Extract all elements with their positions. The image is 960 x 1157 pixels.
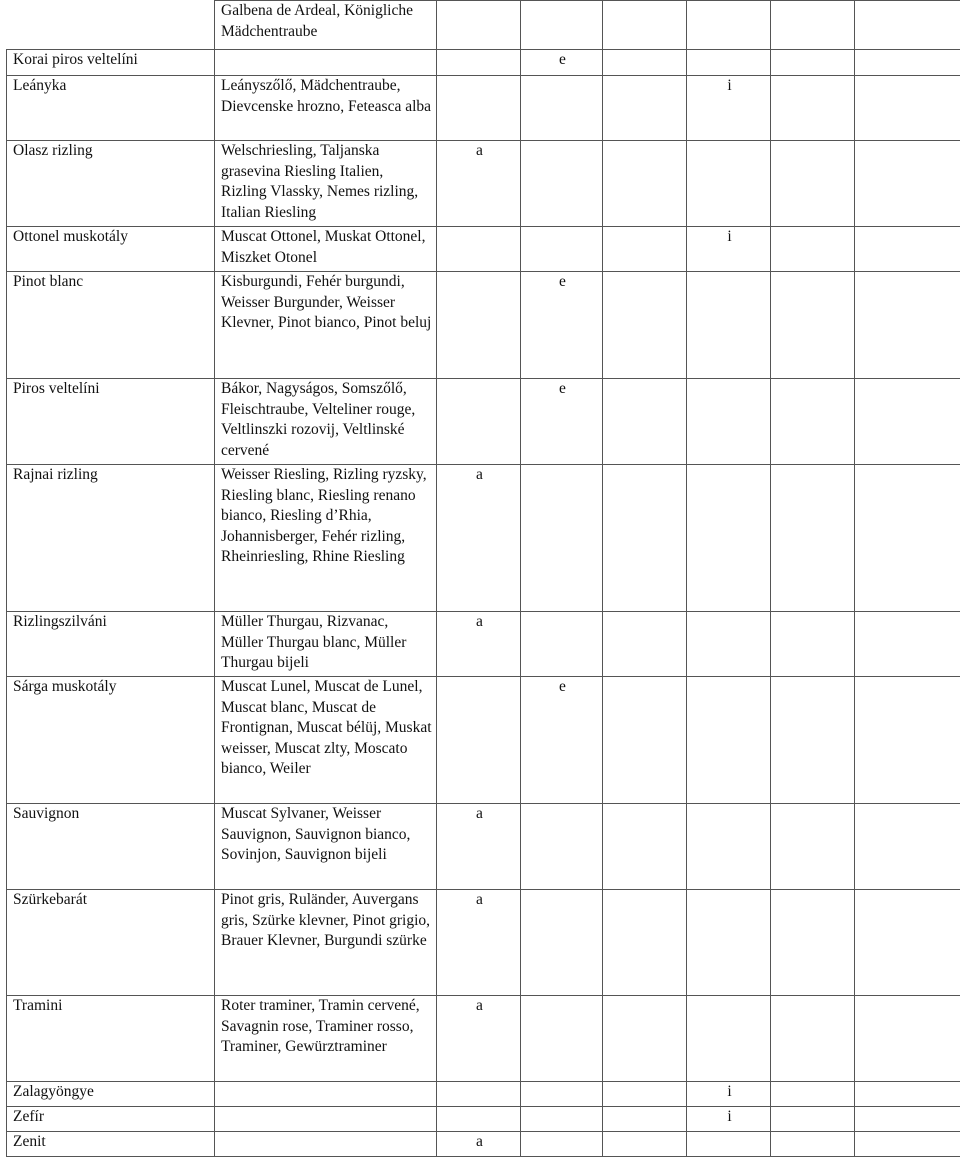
mark-cell bbox=[687, 379, 771, 465]
mark-cell bbox=[603, 50, 687, 76]
mark-cell bbox=[771, 227, 855, 272]
mark-cell bbox=[687, 141, 771, 227]
mark-cell bbox=[603, 227, 687, 272]
mark-cell bbox=[855, 677, 960, 804]
mark-cell bbox=[771, 1132, 855, 1157]
variety-name-cell: Sárga muskotály bbox=[7, 677, 215, 804]
mark-cell: a bbox=[437, 612, 521, 677]
mark-cell bbox=[771, 612, 855, 677]
mark-cell bbox=[687, 50, 771, 76]
mark-cell bbox=[437, 677, 521, 804]
mark-cell bbox=[687, 677, 771, 804]
mark-cell bbox=[521, 890, 603, 996]
mark-cell bbox=[603, 1107, 687, 1132]
table-row bbox=[7, 804, 960, 890]
mark-cell bbox=[437, 379, 521, 465]
synonyms-cell: Muscat Lunel, Muscat de Lunel, Muscat blanc, Muscat de Frontignan, Muscat bélüj, Muskat weisser, Muscat zlty, Moscato bianco, Weiler bbox=[215, 677, 437, 804]
synonyms-cell: Pinot gris, Ruländer, Auvergans gris, Szürke klevner, Pinot grigio, Brauer Klevner, Burgundi szürke bbox=[215, 890, 437, 996]
mark-cell: i bbox=[687, 1082, 771, 1107]
mark-cell bbox=[603, 272, 687, 379]
variety-name-cell: Zalagyöngye bbox=[7, 1082, 215, 1107]
mark-cell bbox=[603, 379, 687, 465]
variety-name-cell: Zenit bbox=[7, 1132, 215, 1157]
mark-cell bbox=[521, 612, 603, 677]
synonyms-cell: Muscat Sylvaner, Weisser Sauvignon, Sauvignon bianco, Sovinjon, Sauvignon bijeli bbox=[215, 804, 437, 890]
mark-cell bbox=[687, 272, 771, 379]
synonyms-cell bbox=[215, 1107, 437, 1132]
mark-cell: e bbox=[521, 379, 603, 465]
mark-cell bbox=[855, 465, 960, 612]
synonyms-cell: Müller Thurgau, Rizvanac, Müller Thurgau blanc, Müller Thurgau bijeli bbox=[215, 612, 437, 677]
mark-cell: i bbox=[687, 227, 771, 272]
mark-cell bbox=[771, 1107, 855, 1132]
mark-cell bbox=[521, 804, 603, 890]
mark-cell bbox=[855, 272, 960, 379]
table-row bbox=[7, 465, 960, 612]
mark-cell bbox=[855, 227, 960, 272]
mark-cell bbox=[855, 612, 960, 677]
table-row bbox=[7, 612, 960, 677]
mark-cell bbox=[771, 50, 855, 76]
table-row bbox=[7, 1107, 960, 1132]
mark-cell bbox=[437, 1082, 521, 1107]
mark-cell bbox=[855, 1107, 960, 1132]
table-row bbox=[7, 996, 960, 1082]
variety-name-cell: Olasz rizling bbox=[7, 141, 215, 227]
mark-cell bbox=[771, 1, 855, 50]
mark-cell bbox=[603, 76, 687, 141]
table-row bbox=[7, 890, 960, 996]
table-row bbox=[7, 677, 960, 804]
mark-cell bbox=[771, 465, 855, 612]
mark-cell bbox=[687, 465, 771, 612]
mark-cell bbox=[437, 76, 521, 141]
variety-name-cell: Leányka bbox=[7, 76, 215, 141]
mark-cell: a bbox=[437, 1132, 521, 1157]
mark-cell bbox=[771, 379, 855, 465]
table-row bbox=[7, 50, 960, 76]
synonyms-cell: Galbena de Ardeal, Königliche Mädchentraube bbox=[215, 1, 437, 50]
mark-cell bbox=[855, 1132, 960, 1157]
mark-cell bbox=[687, 1132, 771, 1157]
synonyms-cell: Bákor, Nagyságos, Somszőlő, Fleischtraube, Velteliner rouge, Veltlinszki rozovij, Veltlinské cervené bbox=[215, 379, 437, 465]
mark-cell bbox=[521, 996, 603, 1082]
mark-cell bbox=[855, 890, 960, 996]
mark-cell bbox=[687, 996, 771, 1082]
mark-cell bbox=[771, 272, 855, 379]
mark-cell bbox=[771, 141, 855, 227]
mark-cell bbox=[521, 1, 603, 50]
mark-cell bbox=[855, 804, 960, 890]
mark-cell bbox=[855, 141, 960, 227]
mark-cell bbox=[437, 227, 521, 272]
table-row bbox=[7, 1132, 960, 1157]
mark-cell: a bbox=[437, 465, 521, 612]
mark-cell bbox=[771, 677, 855, 804]
synonyms-cell bbox=[215, 1132, 437, 1157]
mark-cell bbox=[521, 1107, 603, 1132]
mark-cell bbox=[771, 996, 855, 1082]
mark-cell bbox=[687, 890, 771, 996]
mark-cell bbox=[603, 612, 687, 677]
mark-cell: a bbox=[437, 804, 521, 890]
table-row bbox=[7, 227, 960, 272]
mark-cell bbox=[855, 1082, 960, 1107]
mark-cell bbox=[521, 227, 603, 272]
mark-cell bbox=[603, 804, 687, 890]
table-row bbox=[7, 1, 960, 50]
mark-cell bbox=[855, 50, 960, 76]
mark-cell bbox=[687, 1, 771, 50]
synonyms-cell: Welschriesling, Taljanska grasevina Riesling Italien, Rizling Vlassky, Nemes rizling, Italian Riesling bbox=[215, 141, 437, 227]
synonyms-cell bbox=[215, 1082, 437, 1107]
variety-name-cell: Piros veltelíni bbox=[7, 379, 215, 465]
mark-cell bbox=[437, 50, 521, 76]
mark-cell bbox=[521, 1082, 603, 1107]
mark-cell bbox=[687, 804, 771, 890]
mark-cell bbox=[437, 1107, 521, 1132]
variety-name-cell bbox=[7, 1, 215, 50]
mark-cell bbox=[521, 141, 603, 227]
table-row bbox=[7, 379, 960, 465]
synonyms-cell bbox=[215, 50, 437, 76]
variety-name-cell: Zefír bbox=[7, 1107, 215, 1132]
variety-name-cell: Rizlingszilváni bbox=[7, 612, 215, 677]
mark-cell bbox=[603, 141, 687, 227]
mark-cell: a bbox=[437, 996, 521, 1082]
variety-name-cell: Korai piros veltelíni bbox=[7, 50, 215, 76]
variety-name-cell: Tramini bbox=[7, 996, 215, 1082]
table-row bbox=[7, 272, 960, 379]
mark-cell: a bbox=[437, 141, 521, 227]
mark-cell bbox=[521, 76, 603, 141]
mark-cell bbox=[855, 1, 960, 50]
mark-cell bbox=[771, 890, 855, 996]
synonyms-cell: Muscat Ottonel, Muskat Ottonel, Miszket Otonel bbox=[215, 227, 437, 272]
mark-cell bbox=[771, 76, 855, 141]
mark-cell bbox=[855, 996, 960, 1082]
table-row bbox=[7, 1082, 960, 1107]
mark-cell bbox=[521, 1132, 603, 1157]
table-row bbox=[7, 141, 960, 227]
mark-cell bbox=[521, 465, 603, 612]
table-row bbox=[7, 76, 960, 141]
mark-cell: e bbox=[521, 50, 603, 76]
mark-cell bbox=[437, 272, 521, 379]
mark-cell bbox=[771, 1082, 855, 1107]
mark-cell: a bbox=[437, 890, 521, 996]
mark-cell: e bbox=[521, 272, 603, 379]
mark-cell bbox=[855, 379, 960, 465]
variety-name-cell: Pinot blanc bbox=[7, 272, 215, 379]
mark-cell bbox=[771, 804, 855, 890]
mark-cell bbox=[603, 1, 687, 50]
mark-cell bbox=[603, 890, 687, 996]
mark-cell bbox=[603, 677, 687, 804]
variety-name-cell: Ottonel muskotály bbox=[7, 227, 215, 272]
variety-name-cell: Rajnai rizling bbox=[7, 465, 215, 612]
mark-cell bbox=[603, 996, 687, 1082]
synonyms-cell: Kisburgundi, Fehér burgundi, Weisser Burgunder, Weisser Klevner, Pinot bianco, Pinot beluj bbox=[215, 272, 437, 379]
synonyms-cell: Roter traminer, Tramin cervené, Savagnin rose, Traminer rosso, Traminer, Gewürztraminer bbox=[215, 996, 437, 1082]
mark-cell bbox=[437, 1, 521, 50]
mark-cell bbox=[603, 465, 687, 612]
variety-name-cell: Sauvignon bbox=[7, 804, 215, 890]
mark-cell bbox=[855, 76, 960, 141]
variety-name-cell: Szürkebarát bbox=[7, 890, 215, 996]
grape-variety-table bbox=[6, 0, 960, 1157]
mark-cell: e bbox=[521, 677, 603, 804]
mark-cell: i bbox=[687, 76, 771, 141]
mark-cell: i bbox=[687, 1107, 771, 1132]
mark-cell bbox=[687, 612, 771, 677]
synonyms-cell: Weisser Riesling, Rizling ryzsky, Riesling blanc, Riesling renano bianco, Riesling d’Rhia, Johannisberger, Fehér rizling, Rheinriesling, Rhine Riesling bbox=[215, 465, 437, 612]
mark-cell bbox=[603, 1082, 687, 1107]
synonyms-cell: Leányszőlő, Mädchentraube, Dievcenske hrozno, Feteasca alba bbox=[215, 76, 437, 141]
mark-cell bbox=[603, 1132, 687, 1157]
